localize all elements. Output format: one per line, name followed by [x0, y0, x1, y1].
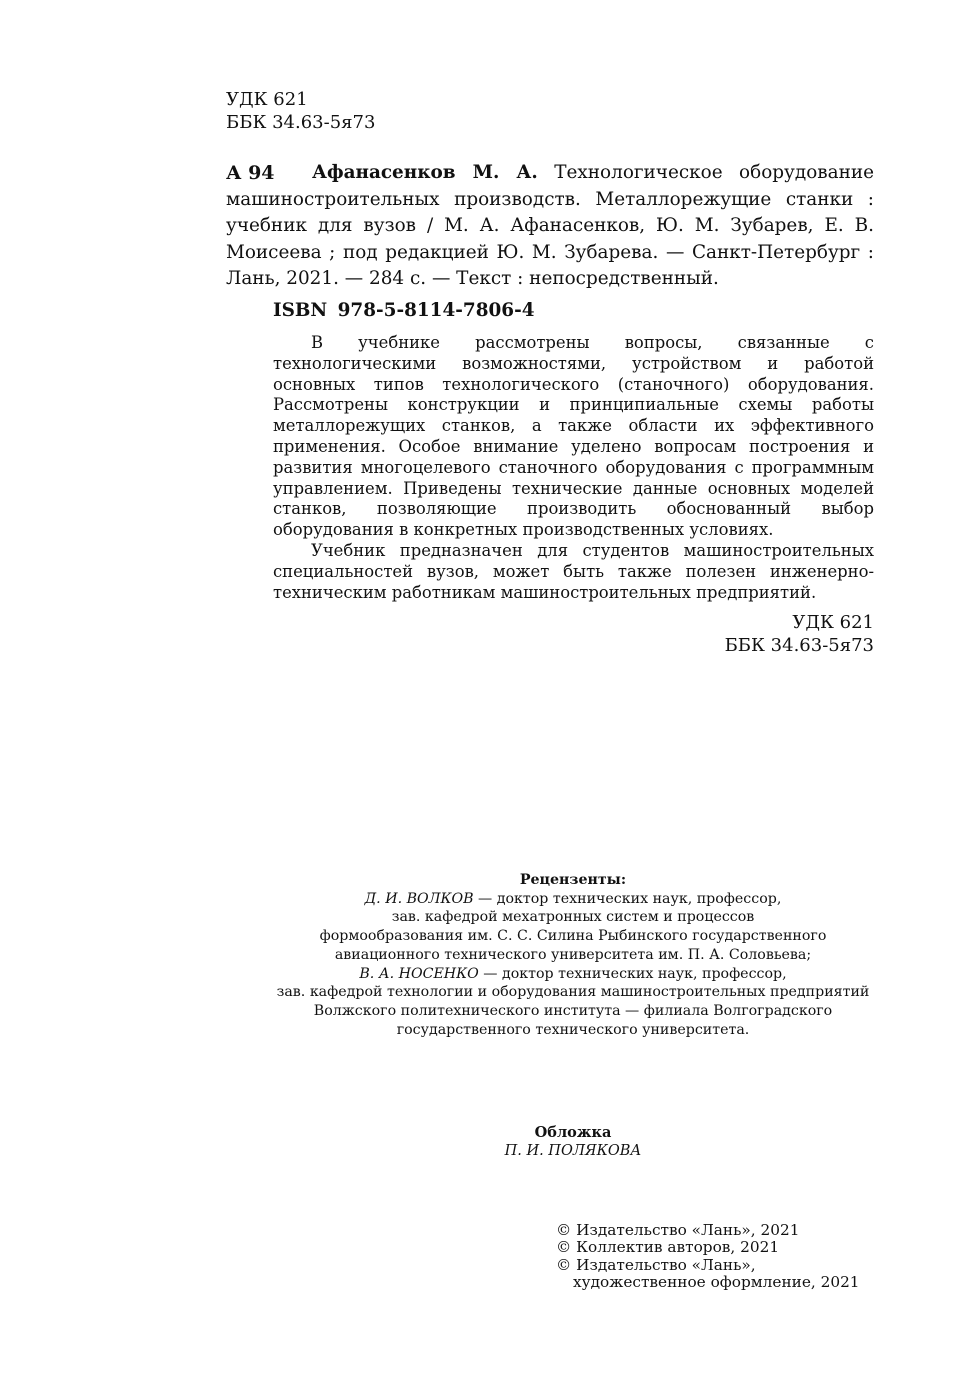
reviewers-block	[226, 871, 920, 1039]
udk-bbk-bottom	[725, 611, 874, 657]
author-name: Афанасенков М. А.	[312, 162, 538, 183]
udk-code: УДК 621	[226, 89, 308, 110]
udk-bbk-top	[226, 88, 375, 134]
reviewer-1-line-3: формообразования им. С. С. Силина Рыбинского государственного	[319, 928, 827, 945]
reviewer-1-line-2: зав. кафедрой мехатронных систем и процессов	[391, 909, 755, 926]
reviewer-2-line-2: зав. кафедрой технологии и оборудования машиностроительных предприятий	[276, 984, 870, 1001]
cover-credit	[226, 1123, 920, 1161]
reviewer-1-line-1: Д. И. ВОЛКОВ — доктор технических наук, профессор,	[364, 890, 782, 907]
cover-heading: Обложка	[534, 1124, 612, 1141]
reviewer-1-line-4: авиационного технического университета им. П. А. Соловьева;	[334, 946, 812, 963]
reviewer-2-name: В. А. НОСЕНКО	[359, 965, 479, 982]
reviewer-2-line-3: Волжского политехнического института — филиала Волгоградского	[313, 1002, 833, 1019]
copyright-line-3-continuation: художественное оформление, 2021	[573, 1272, 860, 1291]
copyright-block	[556, 1222, 860, 1291]
cover-designer: П. И. ПОЛЯКОВА	[504, 1143, 642, 1159]
bbk-code: ББК 34.63-5я73	[724, 635, 874, 656]
udk-code: УДК 621	[792, 612, 874, 633]
reviewer-2-line-4: государственного технического университета.	[396, 1021, 750, 1038]
bibliographic-record	[226, 160, 874, 293]
reviewer-1-name: Д. И. ВОЛКОВ	[364, 890, 474, 907]
abstract-paragraph-1: В учебнике рассмотрены вопросы, связанные с технологическими возможностями, устройством и работой основных типов технологического (станочного) оборудования. Рассмотрены конструкции и принципиальные схемы работы металлорежущих станков, а также области их эффективного применения. Особое внимание уделено вопросам построения и развития многоцелевого станочного оборудования с программным управлением. Приведены технические данные основных моделей станков, позволяющие производить обоснованный выбор оборудования в конкретных производственных условиях.	[273, 333, 874, 540]
reviewer-2-line-1: В. А. НОСЕНКО — доктор технических наук, профессор,	[359, 965, 787, 982]
copyright-line-2: © Коллектив авторов, 2021	[556, 1238, 780, 1257]
bibliographic-text: Технологическое оборудование машиностроительных производств. Металлорежущие станки : учебник для вузов / М. А. Афанасенков, Ю. М. Зубарев, Е. В. Моисеева ; под редакцией Ю. М. Зубарева. — Санкт-Петербург : Лань, 2021. — 284 с. — Текст : непосредственный.	[226, 162, 874, 289]
copyright-line-3: © Издательство «Лань»,	[556, 1255, 756, 1274]
bbk-code: ББК 34.63-5я73	[226, 112, 376, 133]
reviewers-heading: Рецензенты:	[519, 872, 627, 888]
abstract-paragraph-2: Учебник предназначен для студентов машиностроительных специальностей вузов, может быть также полезен инженерно-техническим работникам машиностроительных предприятий.	[273, 540, 874, 602]
isbn: ISBN 978-5-8114-7806-4	[273, 300, 535, 321]
copyright-line-1: © Издательство «Лань», 2021	[556, 1221, 800, 1239]
author-mark: А 94	[226, 162, 275, 184]
abstract	[273, 333, 874, 603]
